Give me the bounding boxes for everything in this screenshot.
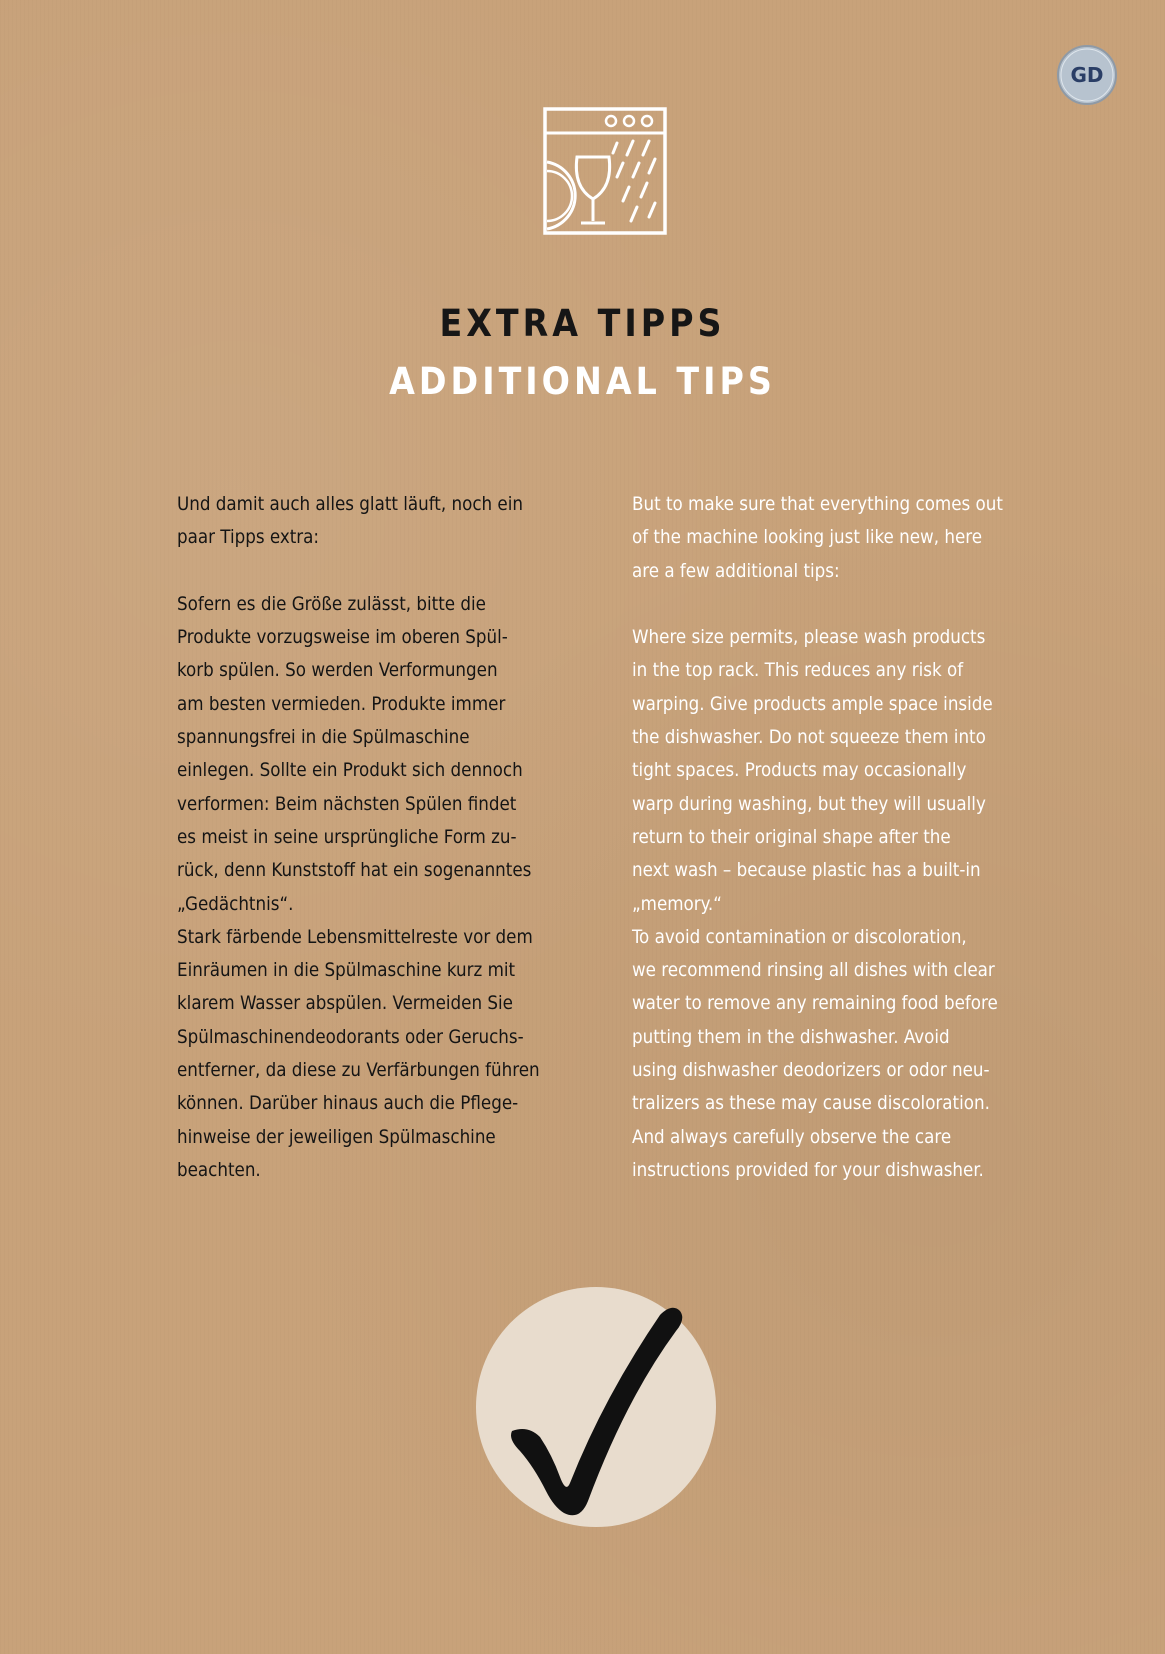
dishwasher-icon [543, 107, 667, 235]
body-text-english: But to make sure that everything comes out of the machine looking just like new, here are a few additional tips: Where size permits, please wash products in the top rack. This reduces any risk of warping. Give products ample space inside the dishwasher. Do not squeeze them into tight spaces. Products may occasionally warp during washing, but they will usually return to their original shape after the next wash – because plastic has a built-in „memory.“ To avoid contamination or discoloration, we recommend rinsing all dishes with clear water to remove any remaining food before putting them in the dishwasher. Avoid using dishwasher deodorizers or odor neu- tralizers as these may cause discoloration. And always carefully observe the care instructions provided for your dishwasher. [632, 494, 1003, 1181]
body-text-german: Und damit auch alles glatt läuft, noch ein paar Tipps extra: Sofern es die Größe zulässt, bitte die Produkte vorzugsweise im oberen Spül- korb spülen. So werden Verformungen am besten vermieden. Produkte immer spannungsfrei in die Spülmaschine einlegen. Sollte ein Produkt sich dennoch verformen: Beim nächsten Spülen findet es meist in seine ursprüngliche Form zu- rück, denn Kunststoff hat ein sogenanntes „Gedächtnis“. Stark färbende Lebensmittelreste vor dem Einräumen in die Spülmaschine kurz mit klarem Wasser abspülen. Vermeiden Sie Spülmaschinendeodorants oder Geruchs- entferner, da diese zu Verfärbungen führen können. Darüber hinaus auch die Pflege- hinweise der jeweiligen Spülmaschine beachten. [177, 494, 540, 1181]
logo-text: GD [1070, 63, 1104, 87]
page-title-german: EXTRA TIPPS [439, 302, 726, 345]
gd-logo-icon [1056, 44, 1118, 106]
checkmark-icon [476, 1287, 716, 1527]
page-title-english: ADDITIONAL TIPS [389, 360, 776, 403]
